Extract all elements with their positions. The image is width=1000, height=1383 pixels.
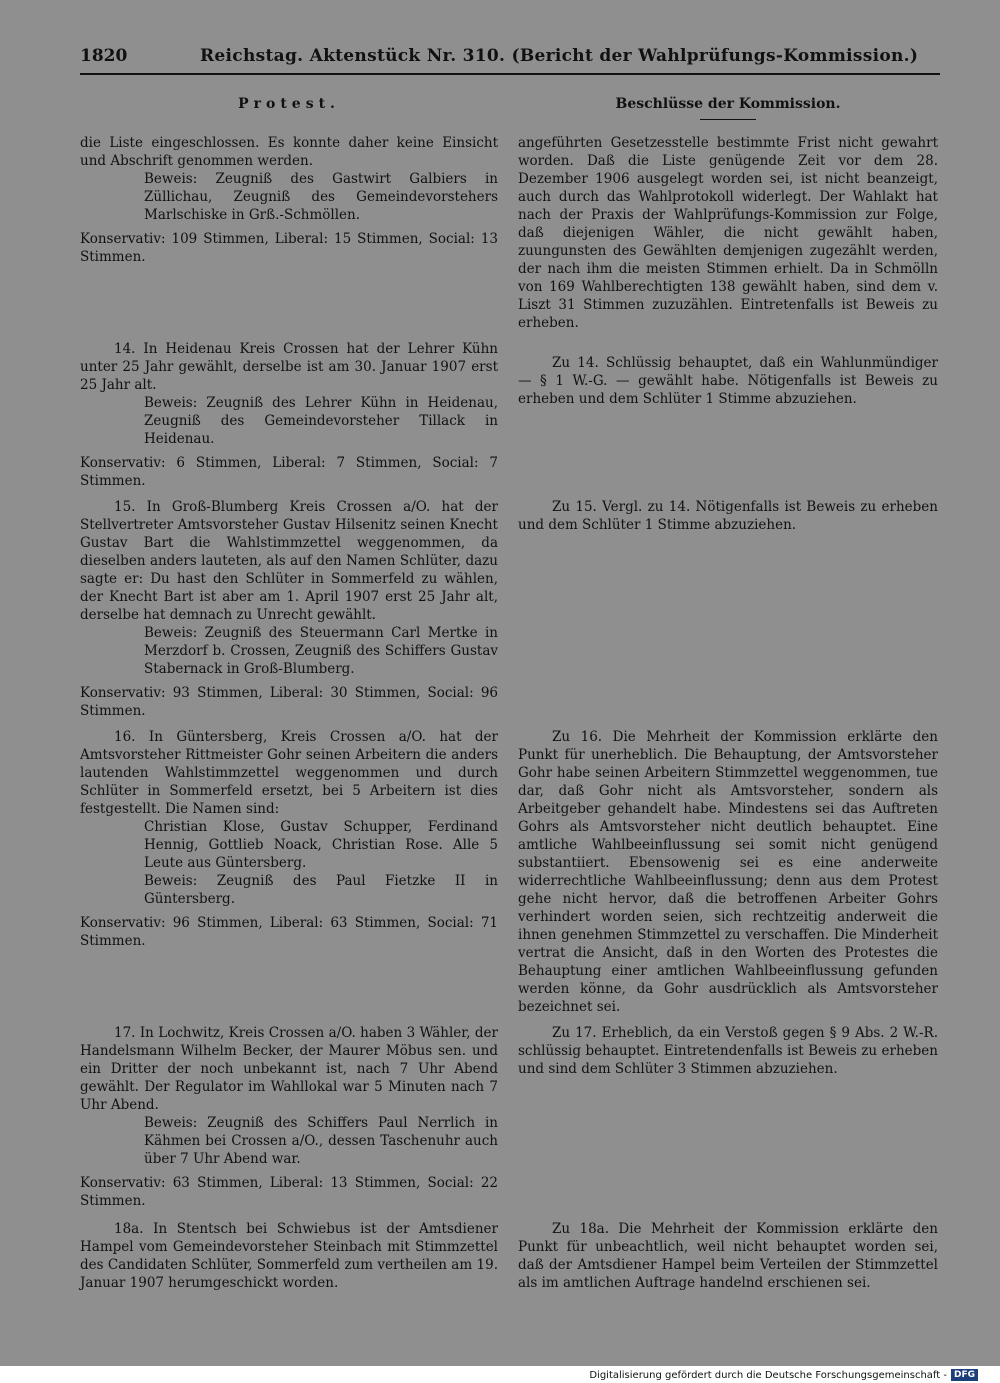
running-title: Reichstag. Aktenstück Nr. 310. (Bericht der Wahlprüfungs-Kommission.)	[200, 46, 919, 66]
vote-count: Konservativ: 93 Stimmen, Liberal: 30 Stimmen, Social: 96 Stimmen.	[80, 685, 498, 719]
resolution-text: Zu 18a. Die Mehrheit der Kommission erklärte den Punkt für unbeachtlich, weil nicht behauptet worden sei, daß der Amtsdiener Hampel beim Verteilen der Stimmzettel als im amtlichen Auftrage handelnd erschienen sei.	[518, 1221, 938, 1291]
evidence-text: Beweis: Zeugniß des Steuermann Carl Mertke in Merzdorf b. Crossen, Zeugniß des Schiffers Gustav Stabernack in Groß-Blumberg.	[144, 625, 498, 677]
digitization-footer	[589, 1368, 978, 1382]
protest-text: 16. In Güntersberg, Kreis Crossen a/O. hat der Amtsvorsteher Rittmeister Gohr seinen Arbeitern die anders lautenden Wahlstimmzettel weggenommen und durch Schlüter in Sommerfeld ersetzt, bei 5 Arbeitern ist dies festgestellt. Die Namen sind:	[80, 729, 498, 817]
evidence-text: Beweis: Zeugniß des Lehrer Kühn in Heidenau, Zeugniß des Gemeindevorsteher Tillack in Heidenau.	[144, 395, 498, 447]
resolution-text: Zu 15. Vergl. zu 14. Nötigenfalls ist Beweis zu erheben und dem Schlüter 1 Stimme abzuziehen.	[518, 499, 938, 533]
left-column-heading: Protest.	[238, 96, 340, 112]
protest-text: 15. In Groß-Blumberg Kreis Crossen a/O. hat der Stellvertreter Amtsvorsteher Gustav Hilsenitz seinen Knecht Gustav Bart die Wahlstimmzettel weggenommen, da dieselben anders lauteten, als auf den Namen Schlüter, dazu sagte er: Du hast den Schlüter in Sommerfeld zu wählen, der Knecht Bart ist aber am 1. April 1907 erst 25 Jahr alt, derselbe hat demnach zu Unrecht gewählt.	[80, 499, 498, 623]
page-number: 1820	[80, 46, 128, 66]
resolution-text: Zu 14. Schlüssig behauptet, daß ein Wahlunmündiger — § 1 W.-G. — gewählt habe. Nötigenfalls ist Beweis zu erheben und dem Schlüter 1 Stimme abzuziehen.	[518, 355, 938, 407]
evidence-text: Beweis: Zeugniß des Gastwirt Galbiers in Züllichau, Zeugniß des Gemeindevorstehers Marlschiske in Grß.-Schmöllen.	[144, 171, 498, 223]
resolution-text: angeführten Gesetzesstelle bestimmte Frist nicht gewahrt worden. Daß die Liste genügende Zeit vor dem 28. Dezember 1906 ausgelegt worden sei, ist nicht beanzeigt, auch durch das Wahlprotokoll widerlegt. Der Wahlakt hat nach der Praxis der Wahlprüfungs-Kommission zur Folge, daß diejenigen Wähler, die nicht gewählt haben, zuungunsten des Gewählten demjenigen zugezählt werden, der nach ihm die meisten Stimmen erhielt. Da in Schmölln von 169 Wahlberechtigten 138 gewählt haben, sind dem v. Liszt 31 Stimmen zuzuzählen. Eintretenfalls ist Beweis zu erheben.	[518, 135, 938, 331]
vote-count: Konservativ: 109 Stimmen, Liberal: 15 Stimmen, Social: 13 Stimmen.	[80, 231, 498, 265]
header-rule	[80, 73, 940, 75]
resolution-block-17	[518, 1024, 938, 1078]
resolution-block-13-cont	[518, 134, 938, 332]
protest-text: 17. In Lochwitz, Kreis Crossen a/O. haben 3 Wähler, der Handelsmann Wilhelm Becker, der Maurer Möbus sen. und ein Dritter der noch unbekannt ist, nach 7 Uhr Abend gewählt. Der Regulator im Wahllokal war 5 Minuten nach 7 Uhr Abend.	[80, 1025, 498, 1113]
names-list: Christian Klose, Gustav Schupper, Ferdinand Hennig, Gottlieb Noack, Christian Rose. Alle 5 Leute aus Güntersberg.	[144, 819, 498, 871]
protest-block-13-cont	[80, 134, 498, 266]
protest-block-14	[80, 340, 498, 490]
protest-block-18a	[80, 1220, 498, 1292]
page-header	[80, 46, 940, 76]
heading-rule	[700, 119, 756, 120]
resolution-block-16	[518, 728, 938, 1016]
protest-text: 18a. In Stentsch bei Schwiebus ist der Amtsdiener Hampel vom Gemeindevorsteher Steinbach mit Stimmzettel des Candidaten Schlüter, Sommerfeld zum vertheilen am 19. Januar 1907 herumgeschickt worden.	[80, 1221, 498, 1291]
vote-count: Konservativ: 6 Stimmen, Liberal: 7 Stimmen, Social: 7 Stimmen.	[80, 455, 498, 489]
resolution-block-14	[518, 354, 938, 408]
protest-block-16	[80, 728, 498, 950]
resolution-text: Zu 16. Die Mehrheit der Kommission erklärte den Punkt für unerheblich. Die Behauptung, der Amtsvorsteher Gohr habe seinen Arbeitern Stimmzettel weggenommen, tue dar, daß Gohr nicht als Amtsvorsteher, sondern als Arbeitgeber gehandelt habe. Mindestens sei das Auftreten Gohrs als Amtsvorsteher nicht deutlich behauptet. Eine amtliche Wahlbeeinflussung sei somit nicht genügend substantiiert. Ebensowenig sei es eine anderweite widerrechtliche Wahlbeeinflussung; denn aus dem Protest gehe nicht hervor, daß die betroffenen Arbeiter Gohrs verhindert worden seien, sich rechtzeitig anderweit die ihnen genehmen Stimmzettel zu verschaffen. Die Minderheit vertrat die Ansicht, daß in den Worten des Protestes die Behauptung einer amtlichen Wahlbeeinflussung gefunden werden könne, da Gohr ausdrücklich als Amtsvorsteher bezeichnet sei.	[518, 729, 938, 1015]
resolution-text: Zu 17. Erheblich, da ein Verstoß gegen § 9 Abs. 2 W.-R. schlüssig behauptet. Eintretendenfalls ist Beweis zu erheben und sind dem Schlüter 3 Stimmen abzuziehen.	[518, 1025, 938, 1077]
protest-text: die Liste eingeschlossen. Es konnte daher keine Einsicht und Abschrift genommen werden.	[80, 135, 498, 169]
evidence-text: Beweis: Zeugniß des Paul Fietzke II in Güntersberg.	[144, 873, 498, 907]
resolution-block-15	[518, 498, 938, 534]
protest-block-15	[80, 498, 498, 720]
vote-count: Konservativ: 96 Stimmen, Liberal: 63 Stimmen, Social: 71 Stimmen.	[80, 915, 498, 949]
protest-block-17	[80, 1024, 498, 1210]
evidence-text: Beweis: Zeugniß des Schiffers Paul Nerrlich in Kähmen bei Crossen a/O., dessen Taschenuhr auch über 7 Uhr Abend war.	[144, 1115, 498, 1167]
footer-text: Digitalisierung gefördert durch die Deutsche Forschungsgemeinschaft -	[589, 1369, 947, 1381]
protest-text: 14. In Heidenau Kreis Crossen hat der Lehrer Kühn unter 25 Jahr gewählt, derselbe ist am 30. Januar 1907 erst 25 Jahr alt.	[80, 341, 498, 393]
dfg-logo-icon: DFG	[951, 1369, 978, 1381]
resolution-block-18a	[518, 1220, 938, 1292]
right-column-heading: Beschlüsse der Kommission.	[615, 96, 841, 112]
vote-count: Konservativ: 63 Stimmen, Liberal: 13 Stimmen, Social: 22 Stimmen.	[80, 1175, 498, 1209]
